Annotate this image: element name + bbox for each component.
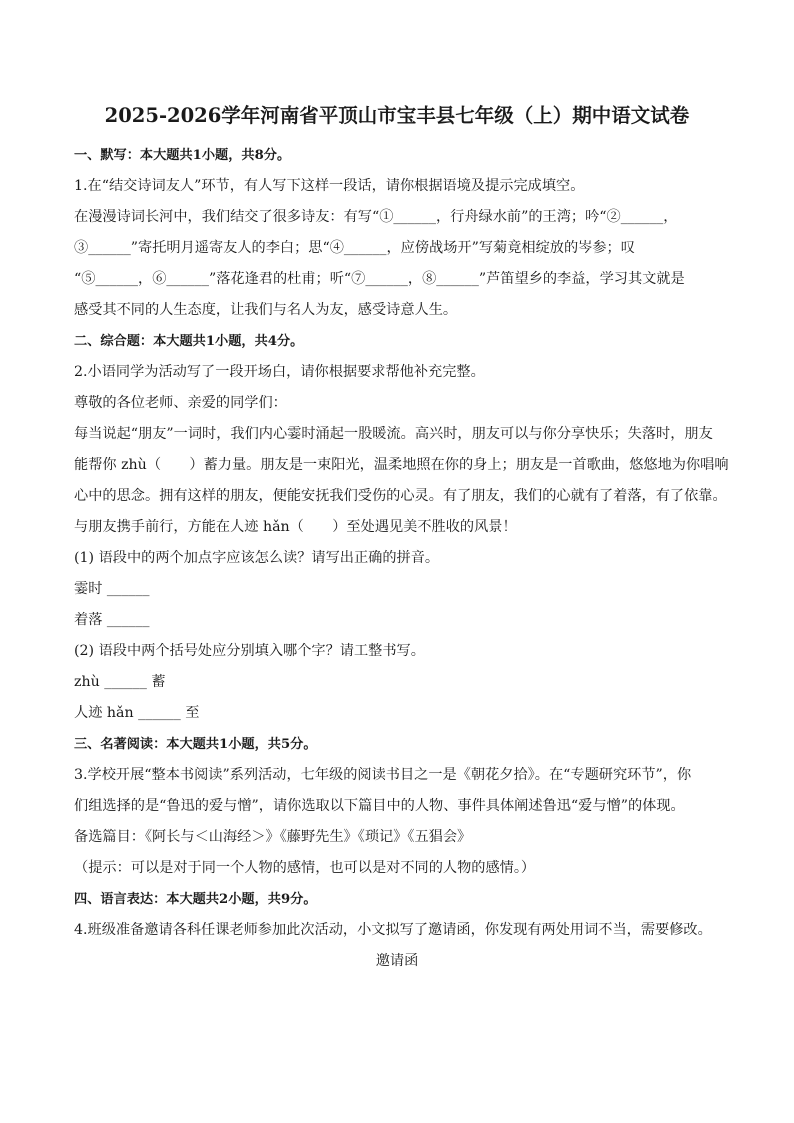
question-1-text: 在漫漫诗词长河中，我们结交了很多诗友：有写“①______，行舟绿水前”的王湾；吟“②______，	[74, 209, 678, 225]
invitation-heading: 邀请函	[375, 953, 419, 969]
question-3-options: 备选篇目：《阿长与＜山海经＞》《藤野先生》《琐记》《五猖会》	[74, 829, 472, 845]
question-2-greeting: 尊敬的各位老师、亲爱的同学们：	[74, 395, 287, 411]
question-1-text: 感受其不同的人生态度，让我们与名人为友，感受诗意人生。	[74, 302, 458, 318]
exam-title: 2025-2026学年河南省平顶山市宝丰县七年级（上）期中语文试卷	[104, 104, 690, 127]
question-1-text: “⑤______，⑥______”落花逢君的杜甫；听“⑦______，⑧______”芦笛望乡的李益，学习其文就是	[74, 271, 685, 287]
question-2-passage: 与朋友携手前行，方能在人迹 hǎn（ ）至处遇见美不胜收的风景！	[74, 519, 517, 535]
section-heading-3: 三、名著阅读：本大题共1小题，共5分。	[74, 737, 317, 752]
question-3-prompt: 3.学校开展“整本书阅读”系列活动，七年级的阅读书目之一是《朝花夕拾》。在“专题研究环节”，你	[74, 767, 692, 783]
question-2-blank: zhù ______ 蓄	[74, 674, 166, 690]
question-1-prompt: 1.在“结交诗词友人”环节，有人写下这样一段话，请你根据语境及提示完成填空。	[74, 178, 585, 194]
question-3-prompt: 们组选择的是“鲁迅的爱与憎”，请你选取以下篇目中的人物、事件具体阐述鲁迅“爱与憎”的体现。	[74, 798, 685, 814]
question-2-blank: 霎时 ______	[74, 581, 150, 597]
section-heading-4: 四、语言表达：本大题共2小题，共9分。	[74, 892, 317, 907]
question-1-text: ③______”寄托明月遥寄友人的李白；思“④______，应傍战场开”写菊竟相绽放的岑参；叹	[74, 240, 635, 256]
question-2-sub-1: (1) 语段中的两个加点字应该怎么读？请写出正确的拼音。	[74, 550, 440, 566]
question-2-passage: 心中的思念。拥有这样的朋友，便能安抚我们受伤的心灵。有了朋友，我们的心就有了着落，有了依靠。	[74, 488, 727, 504]
question-3-hint: （提示：可以是对于同一个人物的感情，也可以是对不同的人物的感情。）	[74, 860, 536, 876]
section-heading-1: 一、默写：本大题共1小题，共8分。	[74, 148, 291, 163]
question-2-blank: 着落 ______	[74, 612, 150, 628]
question-2-passage: 能帮你 zhù（ ）蓄力量。朋友是一束阳光，温柔地照在你的身上；朋友是一首歌曲，悠悠地为你唱响	[74, 457, 729, 473]
question-2-blank: 人迹 hǎn ______ 至	[74, 705, 200, 721]
question-2-prompt: 2.小语同学为活动写了一段开场白，请你根据要求帮他补充完整。	[74, 364, 485, 380]
question-2-sub-2: (2) 语段中两个括号处应分别填入哪个字？请工整书写。	[74, 643, 425, 659]
question-2-passage: 每当说起“朋友”一词时，我们内心霎时涌起一股暖流。高兴时，朋友可以与你分享快乐；失落时，朋友	[74, 426, 713, 442]
section-heading-2: 二、综合题：本大题共1小题，共4分。	[74, 334, 304, 349]
question-4-prompt: 4.班级准备邀请各科任课老师参加此次活动，小文拟写了邀请函，你发现有两处用词不当，需要修改。	[74, 922, 712, 938]
